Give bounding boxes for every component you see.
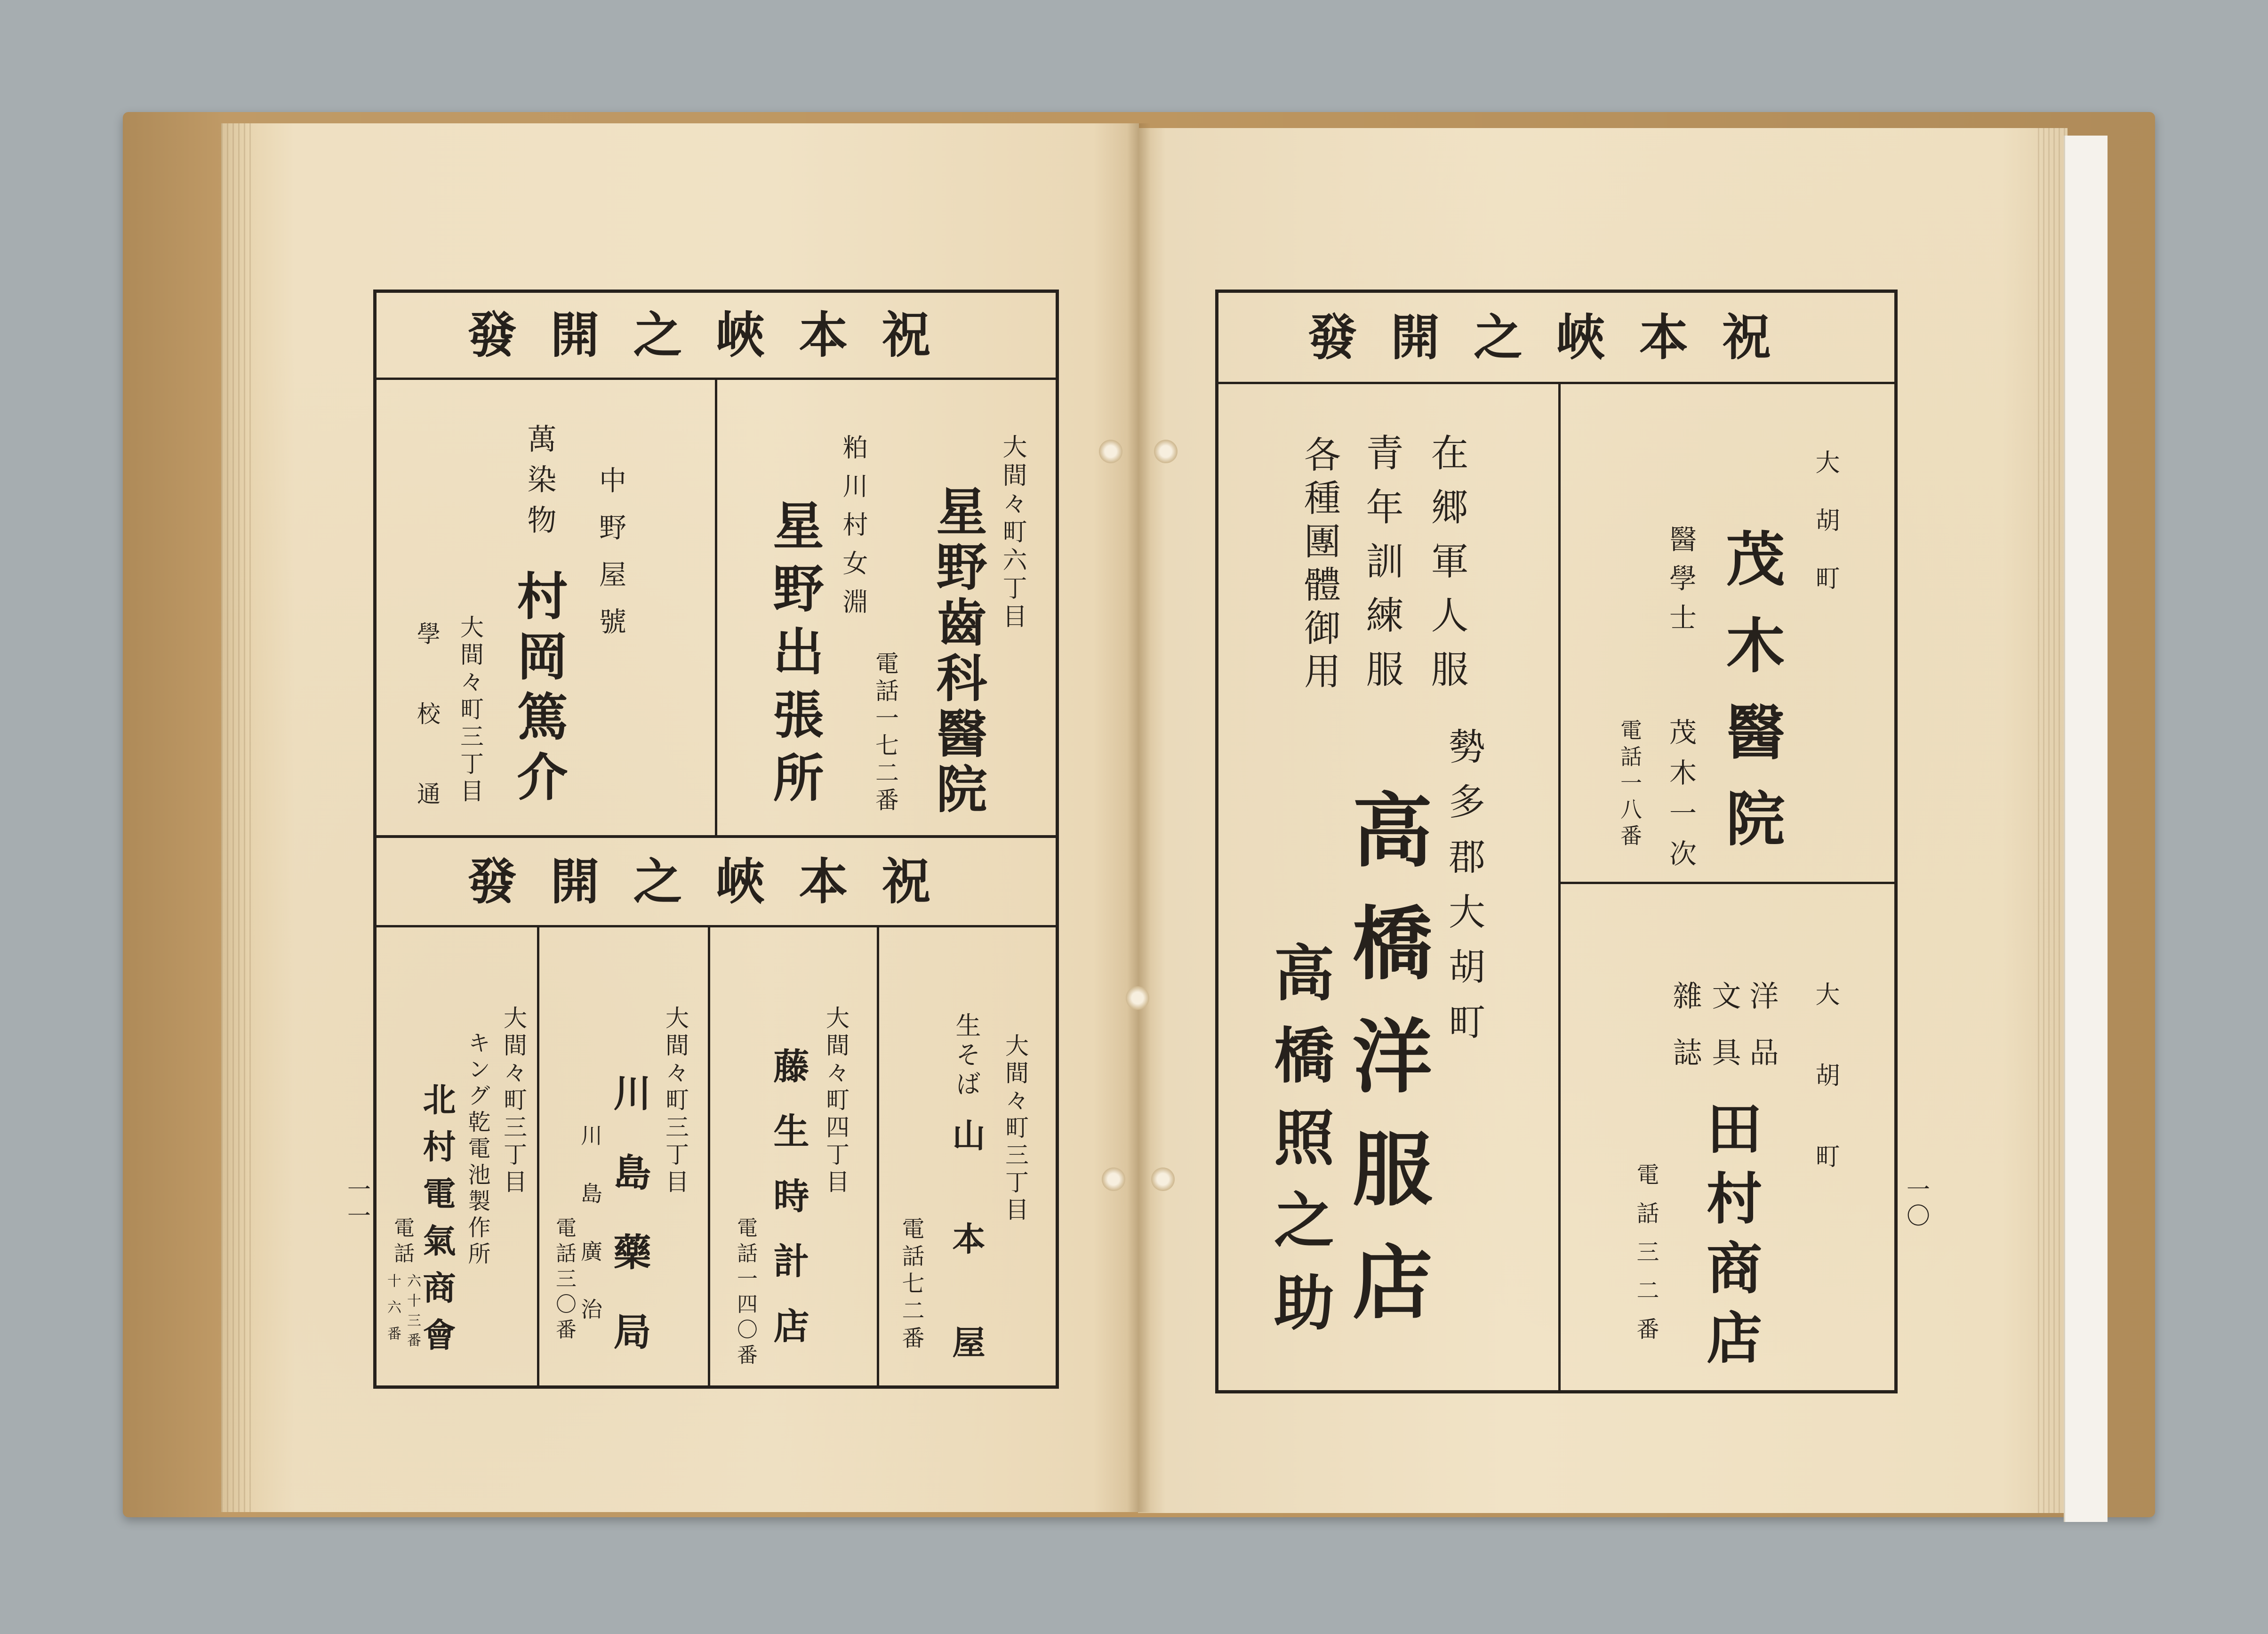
right-page-edges <box>2038 128 2066 1513</box>
ad-goods: 文具 <box>1707 981 1741 1094</box>
ad-phone: 電話一四〇番 <box>733 1217 757 1369</box>
ad-address: 大間々町三丁目 <box>1002 1033 1029 1224</box>
ad-phone-label: 電話 <box>390 1217 414 1268</box>
ad-title: 醫學士 <box>1665 525 1697 642</box>
ad-maker: キング乾電池製作所 <box>464 1031 490 1268</box>
binding-hole <box>1099 440 1122 463</box>
ad-name: 北村電氣商會 <box>417 1082 457 1365</box>
ad-branch-name: 星野出張所 <box>764 499 824 814</box>
ad-name: 高橋洋服店 <box>1338 789 1433 1353</box>
ad-name: 星野齒科醫院 <box>928 485 987 818</box>
lower-panel-header <box>377 838 1056 925</box>
ad-branch-address: 粕川村女淵 <box>839 434 868 627</box>
ad-address: 大間々町三丁目 <box>457 615 484 806</box>
divider <box>373 925 1059 927</box>
divider <box>708 926 710 1389</box>
ad-trade: 萬染物 <box>522 424 557 545</box>
ad-address: 大胡町 <box>1811 982 1839 1224</box>
ad-line: 各種團體御用 <box>1298 435 1340 695</box>
divider <box>1559 882 1898 884</box>
ad-name: 茂木醫院 <box>1716 528 1785 875</box>
ad-name: 川島藥局 <box>607 1073 651 1392</box>
ad-phone: 電話三二番 <box>1633 1163 1659 1356</box>
upper-panel-header <box>377 293 1056 378</box>
right-panel-header <box>1218 293 1894 382</box>
ad-goods: 雜誌 <box>1668 981 1702 1094</box>
ad-name: 藤生時計店 <box>768 1047 809 1372</box>
binding-hole <box>1151 1167 1175 1191</box>
page-number: 一〇 <box>1903 1177 1930 1230</box>
divider <box>715 379 717 836</box>
ad-phone: 電話一八番 <box>1617 719 1643 851</box>
book-gutter <box>1127 123 1151 1512</box>
ad-name: 田村商店 <box>1697 1100 1763 1378</box>
ad-shop-name: 中野屋號 <box>594 466 626 654</box>
ad-address: 大間々町六丁目 <box>998 434 1026 632</box>
binding-hole <box>1154 440 1178 463</box>
ad-address: 大胡町 <box>1811 450 1839 623</box>
page-number: 一一 <box>344 1177 371 1230</box>
ad-phone: 電話一七二番 <box>872 651 899 815</box>
ad-phone: 電話七二番 <box>898 1217 924 1353</box>
ad-line: 在郷軍人服 <box>1425 433 1468 704</box>
ad-street: 學校通 <box>413 621 441 861</box>
left-page-edges <box>221 123 254 1512</box>
binding-hole <box>1126 986 1149 1010</box>
ad-address: 大間々町四丁目 <box>822 1006 849 1197</box>
ad-trade: 生そば <box>952 1012 981 1100</box>
white-sheet-edge <box>2064 136 2108 1522</box>
ad-name: 山本屋 <box>947 1118 986 1429</box>
header-text: 祝本峽之開發 <box>467 306 965 364</box>
ad-line: 青年訓練服 <box>1360 433 1403 704</box>
ad-owner: 川島廣治 <box>577 1124 603 1356</box>
ad-name: 村岡篤介 <box>508 570 568 811</box>
binding-hole <box>1102 1167 1125 1191</box>
divider <box>1558 383 1561 1393</box>
ad-goods: 洋品 <box>1745 981 1779 1094</box>
ad-doctor: 茂木一次 <box>1665 718 1697 880</box>
header-text: 祝本峽之開發 <box>467 852 965 910</box>
divider <box>537 926 539 1389</box>
ad-address: 大間々町三丁目 <box>662 1006 689 1197</box>
ad-phone-number: 六十三番 <box>404 1273 421 1352</box>
divider <box>1215 382 1898 384</box>
ad-address: 勢多郡大胡町 <box>1443 727 1485 1058</box>
ad-address: 大間々町三丁目 <box>500 1006 527 1197</box>
divider <box>877 926 879 1389</box>
ad-owner: 高橋照之助 <box>1264 942 1334 1353</box>
ad-phone: 電話三〇番 <box>552 1217 576 1344</box>
ad-phone-number: 十六番 <box>385 1273 401 1352</box>
header-text: 祝本峽之開發 <box>1307 308 1805 366</box>
